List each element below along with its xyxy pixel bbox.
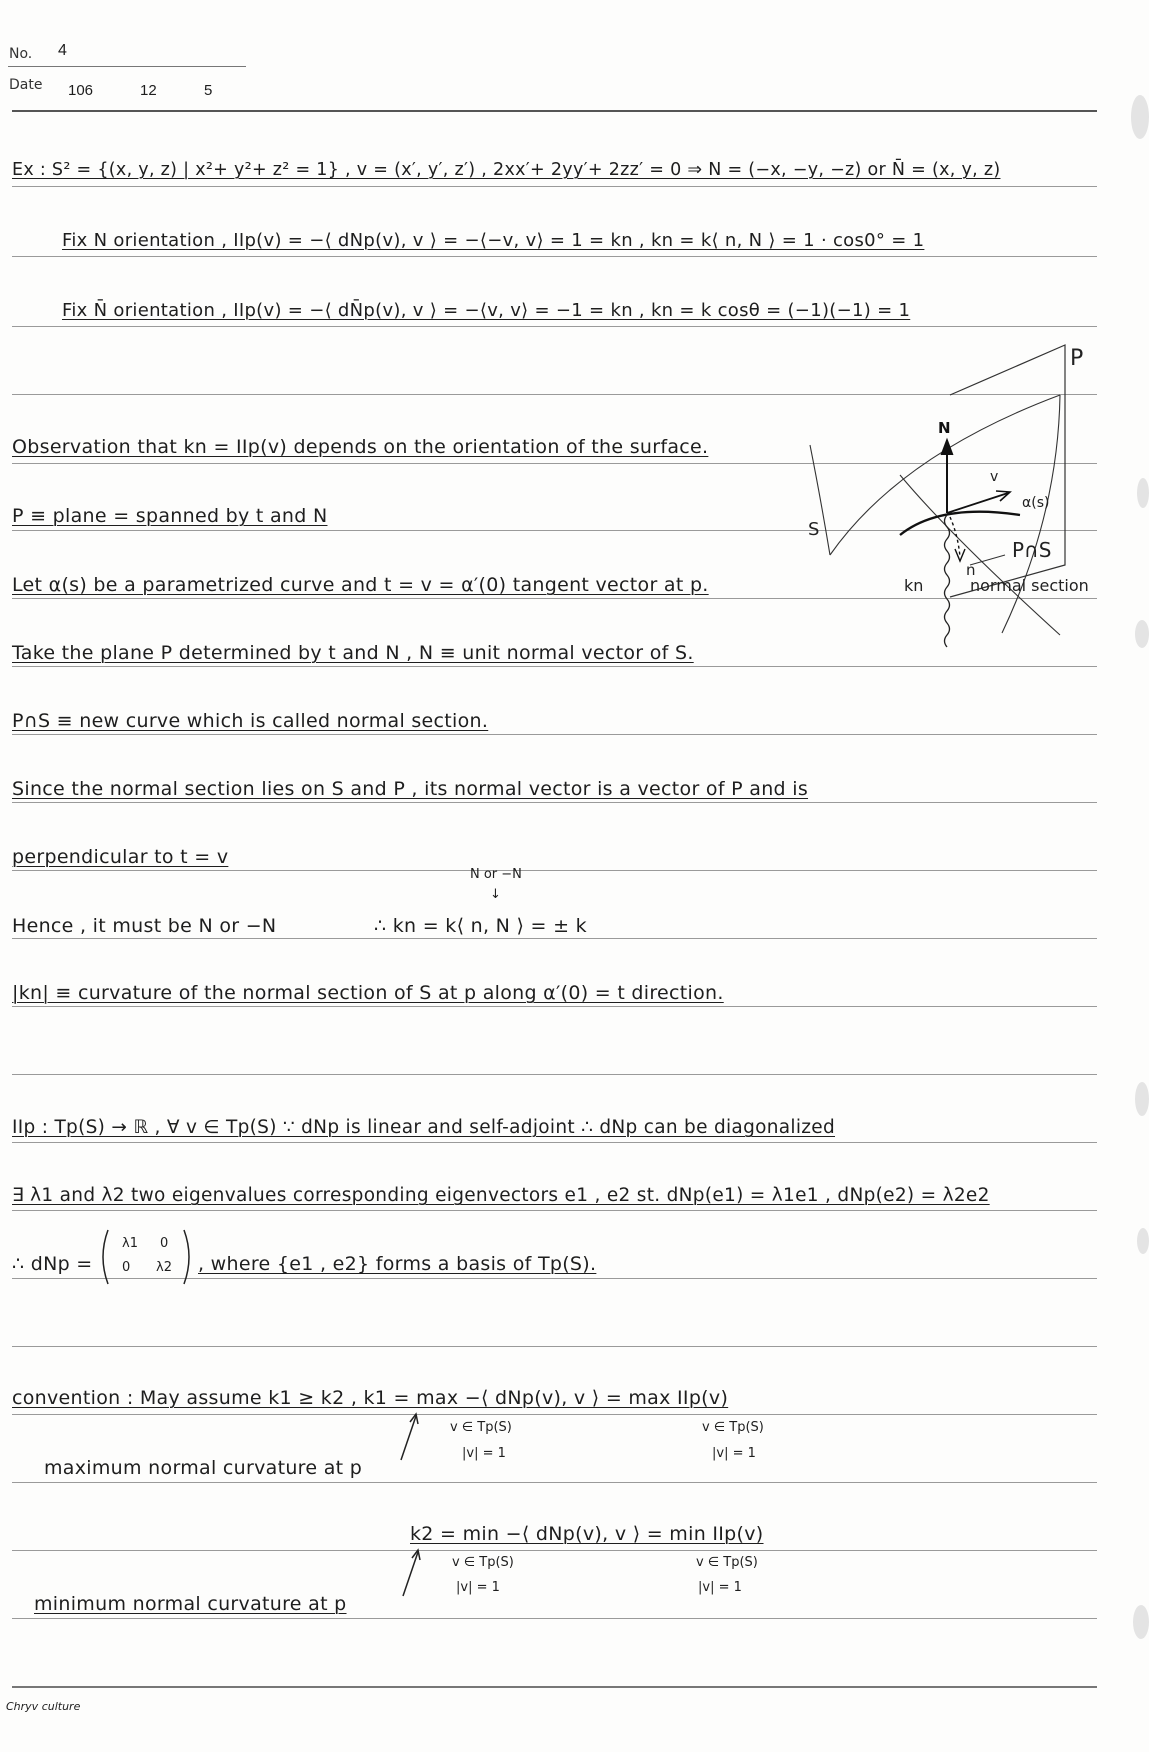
subscript-norm-3: |v| = 1 [456,1580,500,1595]
binder-hole [1137,478,1149,508]
tangent-vector-v [947,493,1008,513]
example-sphere: Ex : S² = {(x, y, z) | x²+ y²+ z² = 1} , v = (x′, y′, z′) , 2xx′+ 2yy′+ 2zz′ = 0 ⇒ N = (−x, −y, −z) or N̄ = (x, y, z) [12,160,1001,180]
binder-hole [1133,1605,1149,1639]
n-or-minus-n-note: N or −N [470,867,522,882]
subscript-norm-4: |v| = 1 [698,1580,742,1595]
label-plane-p: P [1070,346,1084,371]
matrix-cell-22: λ2 [156,1260,172,1275]
plane-definition: P ≡ plane = spanned by t and N [12,505,328,527]
matrix-cell-12: 0 [160,1236,169,1251]
note-arrow: ↓ [490,887,501,902]
since-line: Since the normal section lies on S and P , its normal vector is a vector of P and is [12,778,809,800]
normal-section-def: P∩S ≡ new curve which is called normal section. [12,710,489,732]
eigenvalues-line: ∃ λ1 and λ2 two eigenvalues corresponding eigenvectors e1 , e2 st. dNp(e1) = λ1e1 , dNp(e2) = λ2e2 [12,1185,990,1206]
fix-n-orientation: Fix N orientation , IIp(v) = −⟨ dNp(v), v ⟩ = −⟨−v, v⟩ = 1 = kn , kn = k⟨ n, N ⟩ = 1 · cos0° = 1 [62,230,925,251]
basis-line: , where {e1 , e2} forms a basis of Tp(S). [198,1253,597,1275]
label-pns: P∩S [1012,538,1052,562]
label-alpha: α(s) [1022,495,1050,511]
normal-section-wave [945,515,950,647]
diagonal-matrix [98,1228,194,1286]
minimum-label: minimum normal curvature at p [34,1593,347,1615]
subscript-v-in-tp-2: v ∈ Tp(S) [702,1420,764,1435]
subscript-norm-1: |v| = 1 [462,1446,506,1461]
subscript-v-in-tp-3: v ∈ Tp(S) [452,1555,514,1570]
matrix-cell-21: 0 [122,1260,131,1275]
no-label: No. [9,46,33,62]
date-day: 5 [204,82,213,99]
date-year: 106 [68,82,94,99]
maximum-label: maximum normal curvature at p [44,1457,363,1479]
pns-pointer [970,555,1005,565]
fix-nbar-orientation: Fix N̄ orientation , IIp(v) = −⟨ dN̄p(v), v ⟩ = −⟨v, v⟩ = −1 = kn , kn = k cosθ = (−1)(−1) = 1 [62,300,911,321]
label-normal-section: normal section [970,576,1089,595]
label-v: v [990,469,999,485]
matrix-cell-11: λ1 [122,1236,138,1251]
perpendicular-line: perpendicular to t = v [12,846,229,868]
date-label: Date [9,77,43,93]
curvature-vector-n [950,517,960,557]
k2-line: k2 = min −⟨ dNp(v), v ⟩ = min IIp(v) [410,1523,764,1545]
binder-hole [1131,95,1149,139]
no-value: 4 [58,42,67,59]
take-plane: Take the plane P determined by t and N , N ≡ unit normal vector of S. [12,642,694,664]
observation: Observation that kn = IIp(v) depends on the orientation of the surface. [12,436,709,458]
curve-alpha [900,512,1020,535]
parametrized-curve: Let α(s) be a parametrized curve and t = v = α′(0) tangent vector at p. [12,574,709,596]
binder-hole [1135,620,1149,648]
arrow-to-k1 [398,1412,422,1462]
subscript-v-in-tp-1: v ∈ Tp(S) [450,1420,512,1435]
abs-kn-definition: |kn| ≡ curvature of the normal section of S at p along α′(0) = t direction. [12,982,724,1004]
hence-line: Hence , it must be N or −N [12,915,277,937]
label-n: n [966,561,976,579]
kn-result: ∴ kn = k⟨ n, N ⟩ = ± k [374,915,587,937]
footer-brand: Chryv culture [6,1700,81,1713]
label-normal-n: N [938,419,951,437]
binder-hole [1137,1228,1149,1254]
subscript-v-in-tp-4: v ∈ Tp(S) [696,1555,758,1570]
subscript-norm-2: |v| = 1 [712,1446,756,1461]
arrow-to-k2 [400,1548,424,1598]
curvature-arrowhead [955,549,965,561]
label-kn: kn [904,576,924,595]
second-fundamental-form: IIp : Tp(S) → ℝ , ∀ v ∈ Tp(S) ∵ dNp is linear and self-adjoint ∴ dNp can be diagonalized [12,1117,836,1138]
binder-hole [1135,1082,1149,1116]
normal-section-figure [790,335,1120,675]
convention-line: convention : May assume k1 ≥ k2 , k1 = max −⟨ dNp(v), v ⟩ = max IIp(v) [12,1387,729,1409]
label-surface-s: S [808,519,820,540]
dnp-label: ∴ dNp = [12,1253,93,1275]
date-month: 12 [140,82,157,99]
